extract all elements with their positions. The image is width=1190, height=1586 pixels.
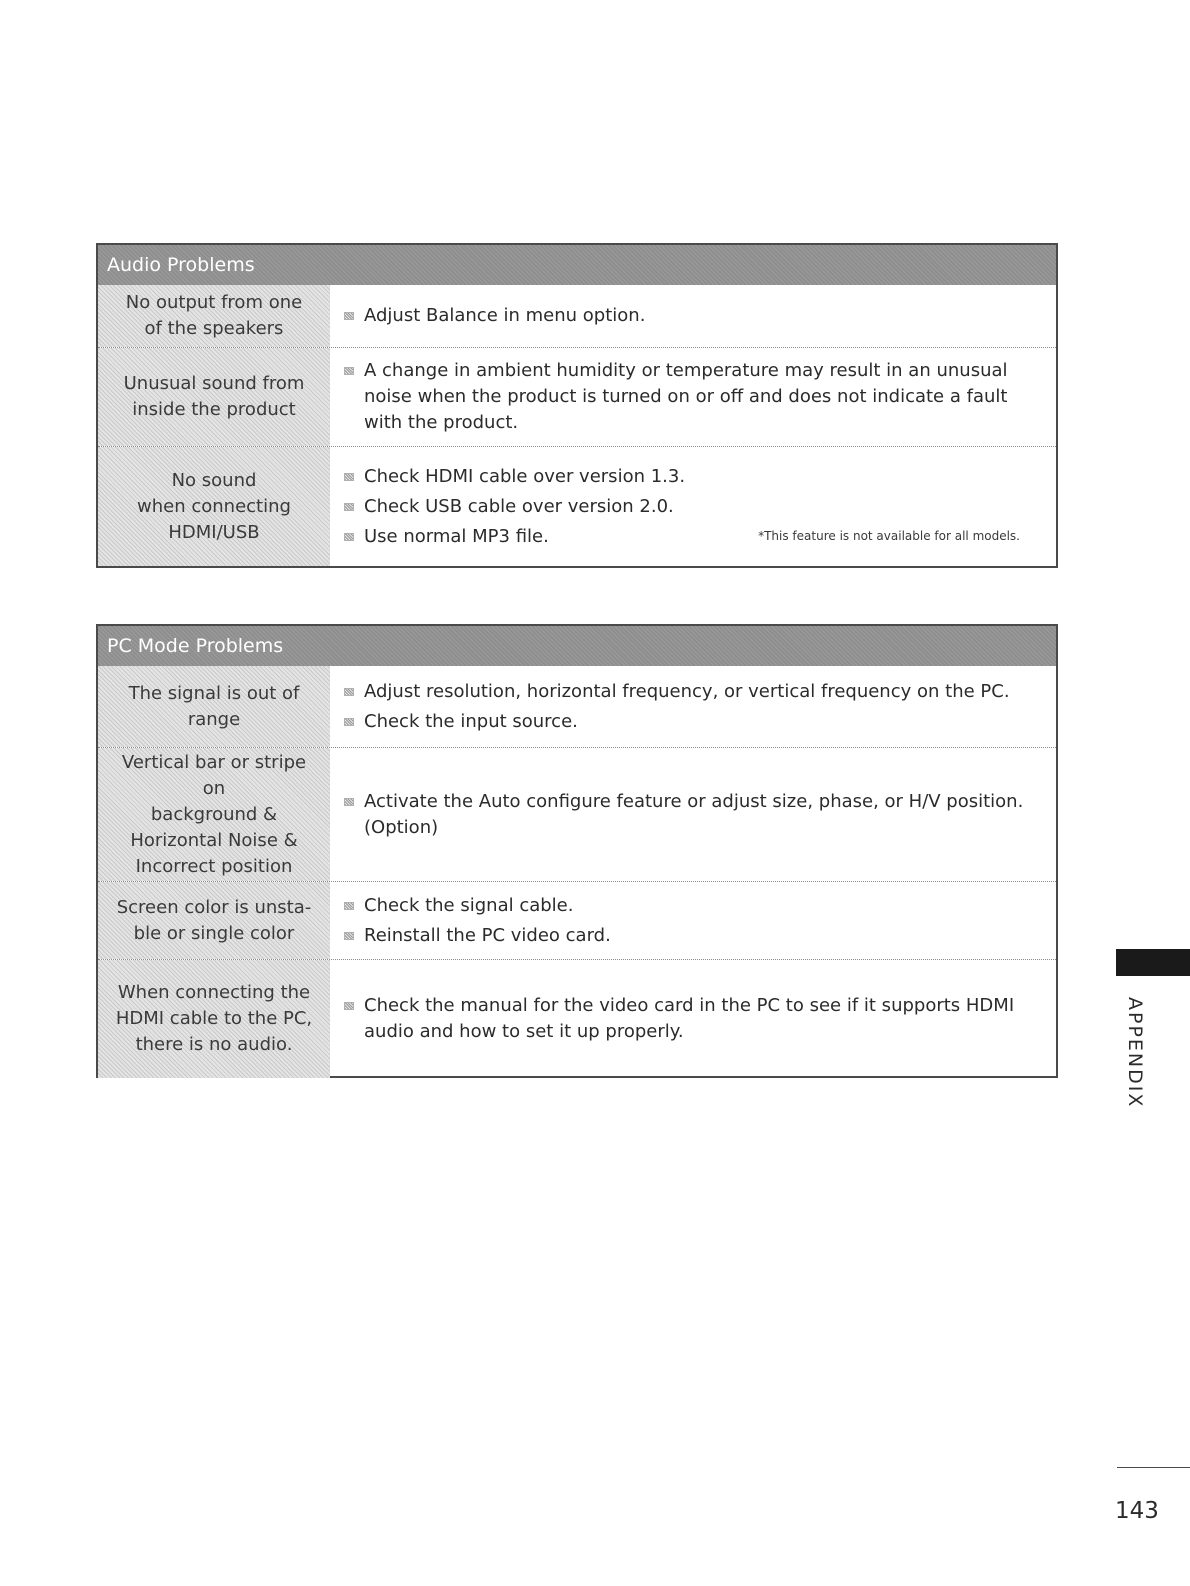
table-row <box>98 960 1056 1078</box>
audio-problems-rows <box>98 285 1056 566</box>
solution-text: A change in ambient humidity or temperature may result in an unusual noise when the product is turned on or off and does not indicate a fault with the product. <box>364 360 1008 433</box>
bullet-icon <box>344 312 354 320</box>
solution-text: Check USB cable over version 2.0. <box>364 495 674 517</box>
page-number-rule <box>1117 1467 1190 1468</box>
solution-cell <box>330 447 1056 566</box>
solution-text: Adjust resolution, horizontal frequency, or vertical frequency on the PC. <box>364 680 1010 702</box>
pc-mode-problems-table <box>96 624 1058 1078</box>
table-row <box>98 348 1056 447</box>
solution-item <box>344 494 1042 520</box>
table-row <box>98 447 1056 566</box>
solution-item <box>344 993 1042 1045</box>
table-row <box>98 666 1056 748</box>
pc-mode-problems-rows <box>98 666 1056 1076</box>
section-tab-label: APPENDIX <box>1124 997 1146 1109</box>
table-row <box>98 748 1056 882</box>
solution-text: Reinstall the PC video card. <box>364 924 611 946</box>
audio-problems-header: Audio Problems <box>98 245 1056 285</box>
pc-mode-problems-header: PC Mode Problems <box>98 626 1056 666</box>
solution-text: Activate the Auto configure feature or adjust size, phase, or H/V position. (Option) <box>364 790 1024 838</box>
solution-text: Check the signal cable. <box>364 894 574 916</box>
solution-text: Adjust Balance in menu option. <box>364 305 646 326</box>
audio-problems-table <box>96 243 1058 568</box>
table-row <box>98 285 1056 348</box>
section-tab-marker <box>1116 949 1190 976</box>
solution-cell <box>330 285 1056 347</box>
bullet-icon <box>344 367 354 375</box>
page-number: 143 <box>1115 1498 1159 1524</box>
bullet-icon <box>344 902 354 910</box>
solution-cell <box>330 666 1056 747</box>
solution-item <box>344 789 1042 841</box>
symptom-cell: When connecting the HDMI cable to the PC, there is no audio. <box>98 960 330 1078</box>
bullet-icon <box>344 533 354 541</box>
symptom-cell: No sound when connecting HDMI/USB <box>98 447 330 566</box>
solution-cell <box>330 348 1056 446</box>
availability-footnote: *This feature is not available for all models. <box>758 529 1020 543</box>
bullet-icon <box>344 932 354 940</box>
symptom-cell: Unusual sound from inside the product <box>98 348 330 446</box>
solution-item <box>344 358 1042 436</box>
symptom-cell: No output from one of the speakers <box>98 285 330 347</box>
solution-item <box>344 923 1042 949</box>
solution-item <box>344 303 1042 329</box>
solution-item <box>344 464 1042 490</box>
symptom-cell: Screen color is unsta- ble or single color <box>98 882 330 959</box>
solution-cell <box>330 960 1056 1078</box>
bullet-icon <box>344 1002 354 1010</box>
solution-text: Check the input source. <box>364 710 578 732</box>
symptom-cell: Vertical bar or stripe on background & Horizontal Noise & Incorrect position <box>98 748 330 881</box>
table-row <box>98 882 1056 960</box>
bullet-icon <box>344 798 354 806</box>
solution-item <box>344 709 1042 735</box>
solution-item <box>344 679 1042 705</box>
solution-cell <box>330 748 1056 881</box>
solution-text: Check the manual for the video card in the PC to see if it supports HDMI audio and how to set it up properly. <box>364 995 1015 1042</box>
solution-item <box>344 893 1042 919</box>
bullet-icon <box>344 718 354 726</box>
bullet-icon <box>344 473 354 481</box>
bullet-icon <box>344 503 354 511</box>
solution-text: Use normal MP3 file. <box>364 525 549 547</box>
symptom-cell: The signal is out of range <box>98 666 330 747</box>
solution-text: Check HDMI cable over version 1.3. <box>364 465 686 487</box>
solution-cell <box>330 882 1056 959</box>
bullet-icon <box>344 688 354 696</box>
